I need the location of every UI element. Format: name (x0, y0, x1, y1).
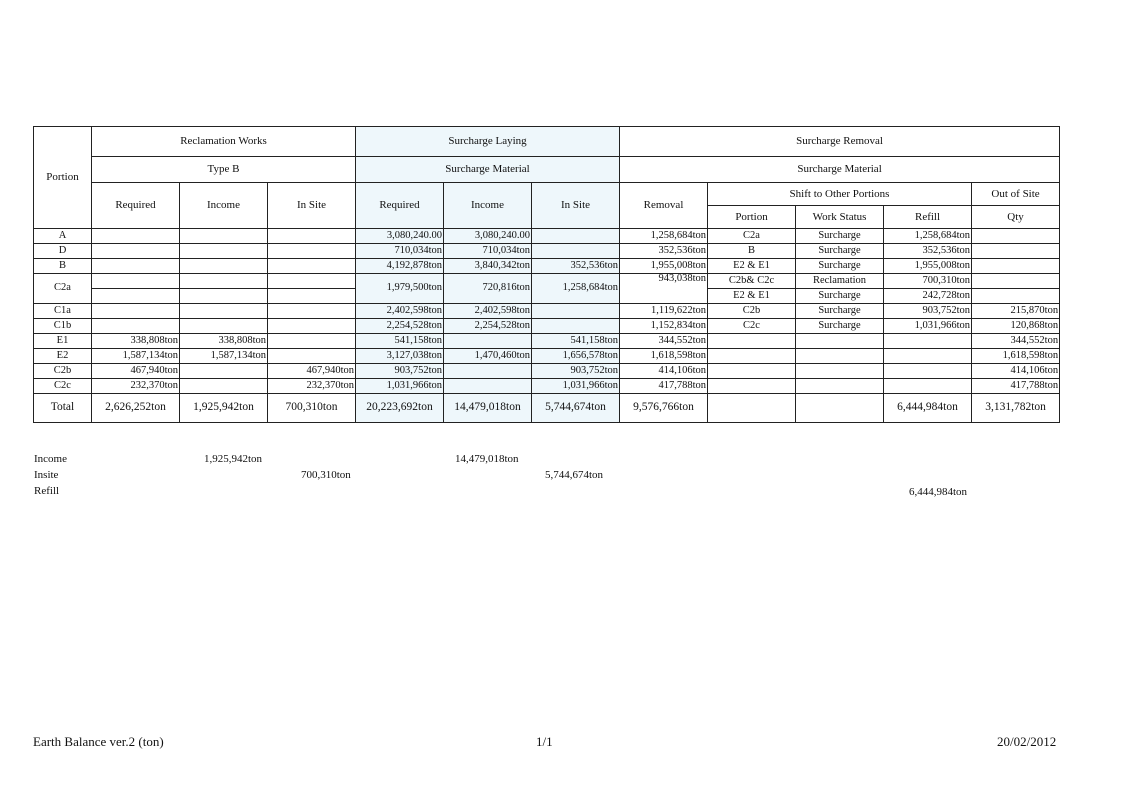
sl-income-cell: 2,254,528ton (444, 319, 532, 334)
table-row-a (34, 229, 1060, 244)
work-status-cell: Surcharge (796, 244, 884, 259)
sl-in-site-cell (532, 229, 620, 244)
rw-required-cell (92, 304, 180, 319)
portion-cell: E1 (34, 334, 92, 349)
sl-income-cell: 710,034ton (444, 244, 532, 259)
refill-cell: 700,310ton (884, 274, 972, 289)
total-qty: 3,131,782ton (972, 394, 1060, 423)
sl-required-cell: 903,752ton (356, 364, 444, 379)
refill-cell (884, 364, 972, 379)
summary-insite-sl: 5,744,674ton (545, 469, 604, 481)
portion-cell: E2 (34, 349, 92, 364)
qty-cell: 1,618,598ton (972, 349, 1060, 364)
rw-in-site-cell: 232,370ton (268, 379, 356, 394)
portion-header: Portion (34, 127, 92, 229)
sl-in-site-cell (532, 244, 620, 259)
shift-portion-cell (708, 379, 796, 394)
sl-required-cell: 2,254,528ton (356, 319, 444, 334)
work-status-cell (796, 364, 884, 379)
surcharge-laying-header: Surcharge Laying (356, 127, 620, 157)
rw-required-cell: 232,370ton (92, 379, 180, 394)
refill-cell: 1,031,966ton (884, 319, 972, 334)
header-row-2 (34, 157, 1060, 183)
sl-in-site-cell: 1,258,684ton (532, 274, 620, 304)
rw-income-cell (180, 364, 268, 379)
shift-portion-cell: B (708, 244, 796, 259)
rw-income-cell: 1,587,134ton (180, 349, 268, 364)
total-sl-required: 20,223,692ton (356, 394, 444, 423)
summary-refill-label: Refill (34, 485, 60, 497)
surcharge-removal-header: Surcharge Removal (620, 127, 1060, 157)
rw-in-site-cell (268, 319, 356, 334)
summary-refill-value: 6,444,984ton (909, 486, 968, 498)
table-row-e1 (34, 334, 1060, 349)
qty-cell (972, 244, 1060, 259)
work-status-header: Work Status (796, 206, 884, 229)
sl-required-cell: 3,127,038ton (356, 349, 444, 364)
table-row-b (34, 259, 1060, 274)
table-row-d (34, 244, 1060, 259)
shift-portion-cell: C2a (708, 229, 796, 244)
rw-in-site-cell (268, 229, 356, 244)
rw-in-site-cell (268, 349, 356, 364)
table-row-c2c (34, 379, 1060, 394)
refill-cell: 1,955,008ton (884, 259, 972, 274)
shift-portion-cell (708, 349, 796, 364)
rw-in-site-cell (268, 304, 356, 319)
total-shift-portion (708, 394, 796, 423)
sl-required-cell: 710,034ton (356, 244, 444, 259)
table-row-c1a (34, 304, 1060, 319)
portion-cell: C2b (34, 364, 92, 379)
portion-cell: C2c (34, 379, 92, 394)
summary-income-label: Income (34, 453, 67, 465)
sl-in-site-header: In Site (532, 183, 620, 229)
header-row-1 (34, 127, 1060, 157)
table-row-c2b (34, 364, 1060, 379)
qty-cell: 417,788ton (972, 379, 1060, 394)
sl-income-header: Income (444, 183, 532, 229)
work-status-cell (796, 349, 884, 364)
footer-page-number: 1/1 (536, 734, 553, 749)
out-of-site-header: Out of Site (972, 183, 1060, 206)
shift-portion-cell: C2b (708, 304, 796, 319)
rw-income-cell (180, 259, 268, 274)
sl-income-cell (444, 379, 532, 394)
sl-required-cell: 541,158ton (356, 334, 444, 349)
summary-income-sl: 14,479,018ton (455, 453, 519, 465)
qty-cell: 344,552ton (972, 334, 1060, 349)
sl-required-cell: 1,979,500ton (356, 274, 444, 304)
rw-required-cell (92, 274, 180, 304)
removal-cell: 1,119,622ton (620, 304, 708, 319)
summary-insite-label: Insite (34, 469, 59, 481)
total-removal: 9,576,766ton (620, 394, 708, 423)
surcharge-material-removal-header: Surcharge Material (620, 157, 1060, 183)
total-sl-income: 14,479,018ton (444, 394, 532, 423)
refill-cell (884, 349, 972, 364)
rw-in-site-cell (268, 274, 356, 304)
sl-required-cell: 1,031,966ton (356, 379, 444, 394)
shift-portion-cell (708, 334, 796, 349)
rw-in-site-cell (268, 244, 356, 259)
rw-required-cell: 467,940ton (92, 364, 180, 379)
refill-cell: 242,728ton (884, 289, 972, 304)
rw-in-site-cell (268, 259, 356, 274)
work-status-cell: Surcharge (796, 319, 884, 334)
removal-cell: 414,106ton (620, 364, 708, 379)
rw-income-cell (180, 379, 268, 394)
shift-portion-cell (708, 364, 796, 379)
removal-cell: 1,618,598ton (620, 349, 708, 364)
total-sl-in-site: 5,744,674ton (532, 394, 620, 423)
removal-cell: 1,258,684ton (620, 229, 708, 244)
shift-portion-cell: E2 & E1 (708, 259, 796, 274)
type-b-header: Type B (92, 157, 356, 183)
surcharge-material-laying-header: Surcharge Material (356, 157, 620, 183)
qty-cell: 414,106ton (972, 364, 1060, 379)
total-rw-required: 2,626,252ton (92, 394, 180, 423)
work-status-cell: Surcharge (796, 259, 884, 274)
rw-income-cell (180, 244, 268, 259)
refill-cell (884, 379, 972, 394)
rw-in-site-cell: 467,940ton (268, 364, 356, 379)
sl-required-header: Required (356, 183, 444, 229)
work-status-cell: Surcharge (796, 304, 884, 319)
removal-cell: 344,552ton (620, 334, 708, 349)
work-status-cell: Reclamation (796, 274, 884, 289)
qty-cell: 120,868ton (972, 319, 1060, 334)
rw-required-cell (92, 229, 180, 244)
rw-income-cell (180, 319, 268, 334)
rw-income-cell (180, 304, 268, 319)
sl-required-cell: 2,402,598ton (356, 304, 444, 319)
removal-cell: 943,038ton (620, 274, 708, 304)
portion-cell: B (34, 259, 92, 274)
qty-cell: 215,870ton (972, 304, 1060, 319)
table-row-e2 (34, 349, 1060, 364)
shift-portion-cell: C2b& C2c (708, 274, 796, 289)
rw-income-cell: 338,808ton (180, 334, 268, 349)
sl-required-cell: 3,080,240.00 (356, 229, 444, 244)
table-row-c1b (34, 319, 1060, 334)
refill-cell (884, 334, 972, 349)
sl-income-cell: 720,816ton (444, 274, 532, 304)
removal-cell: 352,536ton (620, 244, 708, 259)
qty-cell (972, 274, 1060, 304)
sl-in-site-cell (532, 304, 620, 319)
refill-cell: 1,258,684ton (884, 229, 972, 244)
removal-cell: 1,955,008ton (620, 259, 708, 274)
shift-to-other-portions-header: Shift to Other Portions (708, 183, 972, 206)
footer-title: Earth Balance ver.2 (ton) (33, 734, 164, 749)
rw-income-cell (180, 229, 268, 244)
work-status-cell: Surcharge (796, 229, 884, 244)
sl-income-cell: 3,840,342ton (444, 259, 532, 274)
rw-required-cell: 1,587,134ton (92, 349, 180, 364)
total-label: Total (34, 394, 92, 423)
total-rw-in-site: 700,310ton (268, 394, 356, 423)
shift-portion-header: Portion (708, 206, 796, 229)
removal-cell: 417,788ton (620, 379, 708, 394)
sl-in-site-cell: 541,158ton (532, 334, 620, 349)
rw-required-cell (92, 259, 180, 274)
refill-header: Refill (884, 206, 972, 229)
rw-in-site-cell (268, 334, 356, 349)
shift-portion-cell: E2 & E1 (708, 289, 796, 304)
qty-header: Qty (972, 206, 1060, 229)
sl-income-cell (444, 334, 532, 349)
rw-required-cell (92, 244, 180, 259)
reclamation-works-header: Reclamation Works (92, 127, 356, 157)
refill-cell: 903,752ton (884, 304, 972, 319)
rw-required-cell: 338,808ton (92, 334, 180, 349)
portion-cell: C1a (34, 304, 92, 319)
sl-in-site-cell: 1,031,966ton (532, 379, 620, 394)
removal-header: Removal (620, 183, 708, 229)
sl-in-site-cell: 903,752ton (532, 364, 620, 379)
sl-required-cell: 4,192,878ton (356, 259, 444, 274)
earth-balance-table (33, 126, 1060, 423)
sl-income-cell: 1,470,460ton (444, 349, 532, 364)
sl-in-site-cell: 1,656,578ton (532, 349, 620, 364)
total-refill: 6,444,984ton (884, 394, 972, 423)
sl-in-site-cell (532, 319, 620, 334)
sl-income-cell: 3,080,240.00 (444, 229, 532, 244)
header-row-3 (34, 183, 1060, 206)
portion-cell: C2a (34, 274, 92, 304)
rw-required-header: Required (92, 183, 180, 229)
rw-income-cell (180, 274, 268, 304)
sl-income-cell (444, 364, 532, 379)
removal-cell: 1,152,834ton (620, 319, 708, 334)
portion-cell: A (34, 229, 92, 244)
table-row-c2a (34, 274, 1060, 289)
rw-in-site-header: In Site (268, 183, 356, 229)
work-status-cell: Surcharge (796, 289, 884, 304)
portion-cell: C1b (34, 319, 92, 334)
summary-insite-rw: 700,310ton (301, 469, 351, 481)
sl-income-cell: 2,402,598ton (444, 304, 532, 319)
rw-required-cell (92, 319, 180, 334)
portion-cell: D (34, 244, 92, 259)
footer-date: 20/02/2012 (997, 734, 1057, 749)
qty-cell (972, 259, 1060, 274)
qty-cell (972, 229, 1060, 244)
work-status-cell (796, 379, 884, 394)
refill-cell: 352,536ton (884, 244, 972, 259)
table-row-total (34, 394, 1060, 423)
work-status-cell (796, 334, 884, 349)
shift-portion-cell: C2c (708, 319, 796, 334)
sl-in-site-cell: 352,536ton (532, 259, 620, 274)
rw-income-header: Income (180, 183, 268, 229)
total-work-status (796, 394, 884, 423)
summary-income-rw: 1,925,942ton (204, 453, 263, 465)
total-rw-income: 1,925,942ton (180, 394, 268, 423)
